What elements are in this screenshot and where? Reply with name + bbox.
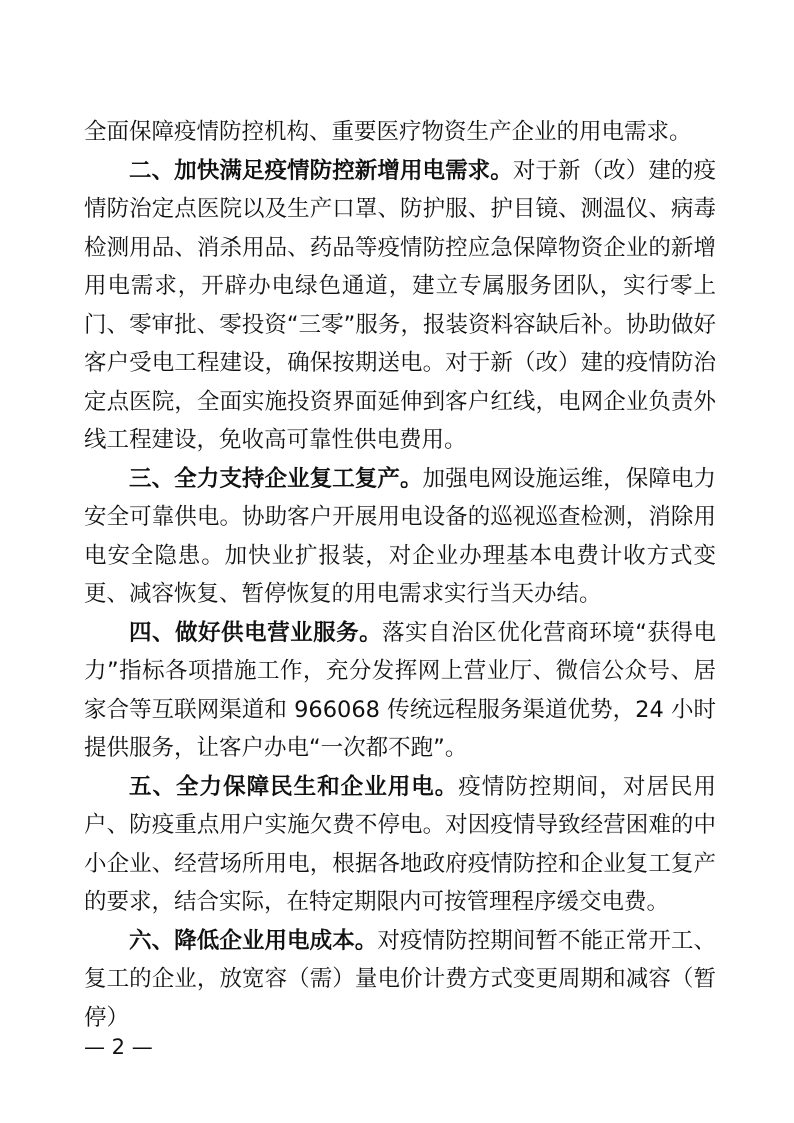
paragraph-text: 落实自治区优化营商环境“获得电力”指标各项措施工作，充分发挥网上营业厅、微信公众号、居家合等互联网渠道和 966068 传统远程服务渠道优势，24 小时提供服务，让客户办电“一次都不跑”。: [84, 619, 716, 761]
paragraph-text: 加强电网设施运维，保障电力安全可靠供电。协助客户开展用电设备的巡视巡查检测，消除用电安全隐患。加快业扩报装，对企业办理基本电费计收方式变更、减容恢复、暂停恢复的用电需求实行当天办结。: [84, 465, 716, 607]
paragraph-text: 对于新（改）建的疫情防治定点医院以及生产口罩、防护服、护目镜、测温仪、病毒检测用品、消杀用品、药品等疫情防控应急保障物资企业的新增用电需求，开辟办电绿色通道，建立专属服务团队，实行零上门、零审批、零投资“三零”服务，报装资料容缺后补。协助做好客户受电工程建设，确保按期送电。对于新（改）建的疫情防治定点医院，全面实施投资界面延伸到客户红线，电网企业负责外线工程建设，免收高可靠性供电费用。: [84, 157, 716, 453]
paragraph-section-5: [84, 768, 716, 922]
paragraph-section-4: [84, 614, 716, 768]
document-body: [84, 113, 716, 1037]
paragraph-text: 全面保障疫情防控机构、重要医疗物资生产企业的用电需求。: [84, 119, 692, 145]
paragraph-section-6: [84, 922, 716, 1038]
section-heading-2: 二、加快满足疫情防控新增用电需求。: [129, 157, 513, 184]
paragraph-section-3: [84, 460, 716, 614]
section-heading-3: 三、全力支持企业复工复产。: [129, 465, 423, 492]
paragraph-text: 疫情防控期间，对居民用户、防疫重点用户实施欠费不停电。对因疫情导致经营困难的中小企业、经营场所用电，根据各地政府疫情防控和企业复工复产的要求，结合实际，在特定期限内可按管理程序缓交电费。: [84, 773, 716, 915]
section-heading-4: 四、做好供电营业服务。: [129, 619, 383, 646]
paragraph-text: 对疫情防控期间暂不能正常开工、复工的企业，放宽容（需）量电价计费方式变更周期和减容（暂停）: [84, 927, 716, 1031]
page-number: — 2 —: [84, 1035, 153, 1059]
section-heading-5: 五、全力保障民生和企业用电。: [129, 773, 459, 800]
paragraph-continuation: [84, 113, 716, 152]
section-heading-6: 六、降低企业用电成本。: [129, 927, 378, 954]
paragraph-section-2: [84, 152, 716, 460]
